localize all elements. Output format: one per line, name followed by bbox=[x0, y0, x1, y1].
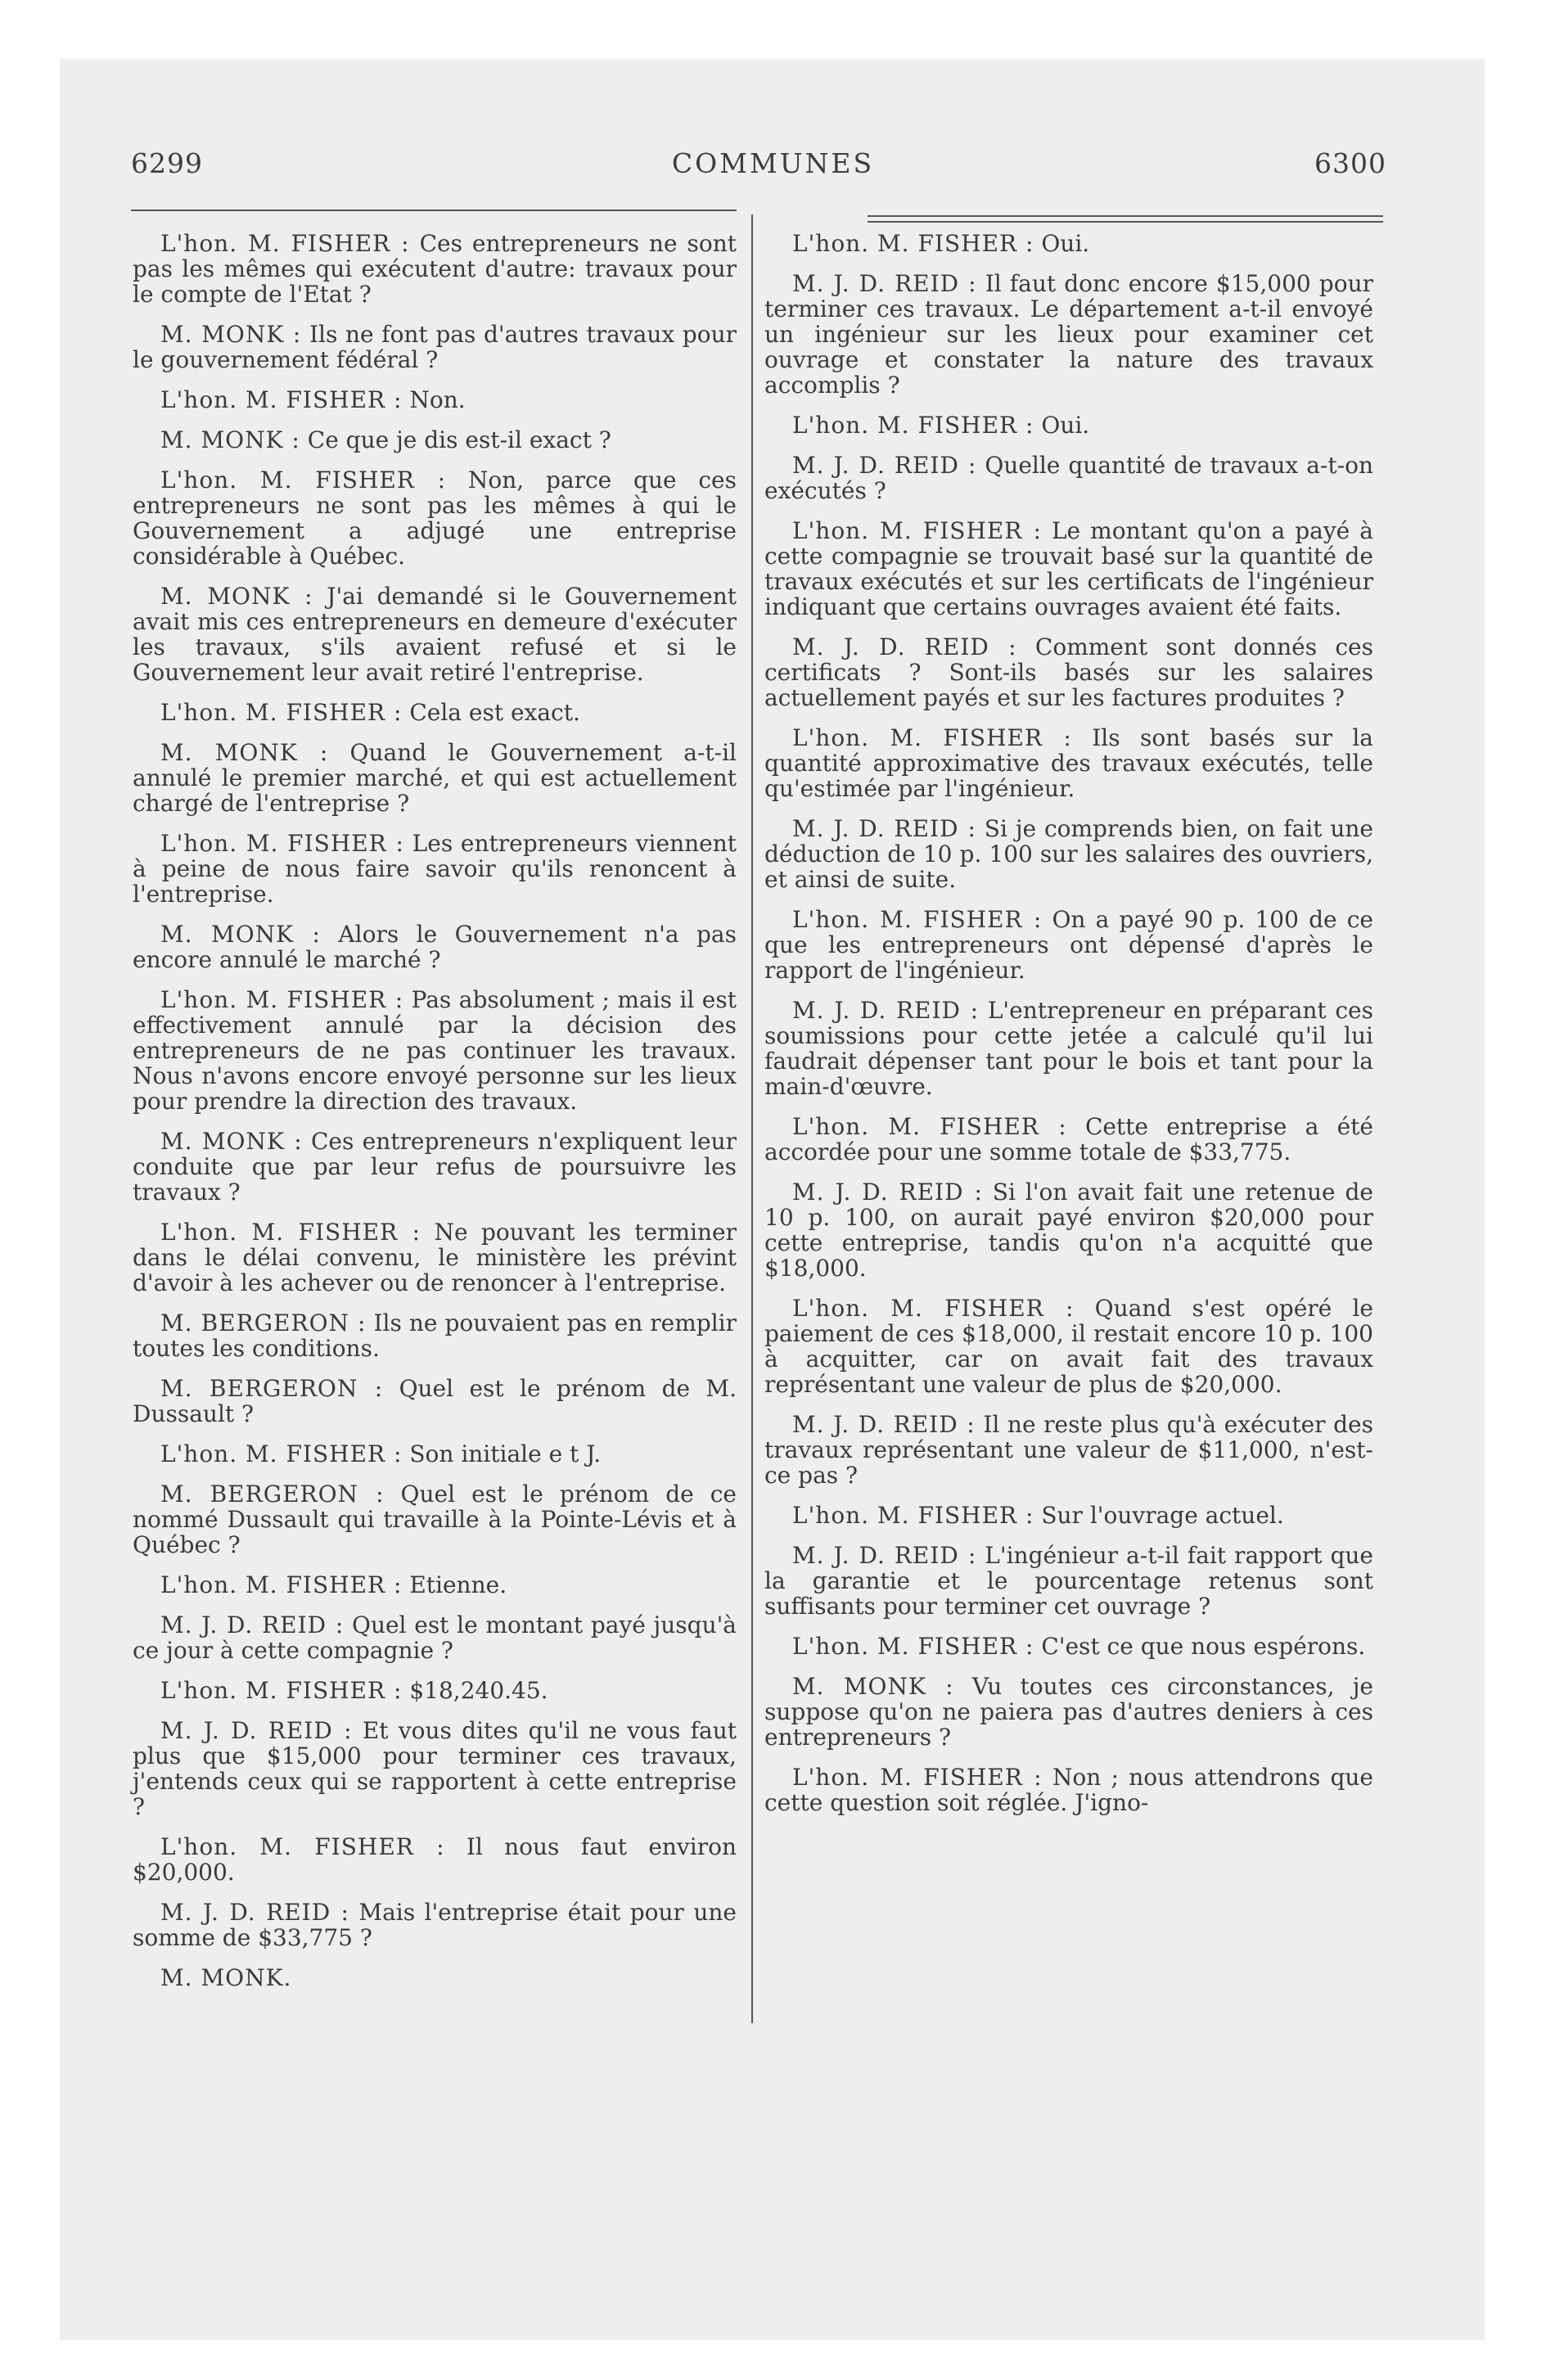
speaker-name: M. J. D. REID : bbox=[792, 270, 977, 297]
speech-text: Oui. bbox=[1041, 230, 1090, 257]
speech-text: J'ai demandé si le Gouvernement avait mis ces entrepreneurs en demeure d'exécuter les travaux, s'ils avaient refusé et si le Gouvernement leur avait retiré l'entreprise. bbox=[133, 583, 737, 686]
speech-text: Ces entrepreneurs ne sont pas les mêmes qui exécutent d'autre: travaux pour le compte de l'Etat ? bbox=[133, 230, 737, 308]
speaker-name: M. J. D. REID : bbox=[792, 1411, 976, 1438]
debate-paragraph bbox=[764, 412, 1373, 438]
speaker-name: M. MONK : bbox=[160, 921, 321, 948]
debate-paragraph bbox=[133, 1834, 737, 1885]
speech-text: Cela est exact. bbox=[409, 699, 580, 726]
speech-text: L'ingénieur a-t-il fait rapport que la garantie et le pourcentage retenus sont suffisants pour terminer cet ouvrage ? bbox=[764, 1542, 1373, 1620]
speech-text: Quel est le prénom de M. Dussault ? bbox=[133, 1375, 737, 1427]
speech-text: Quel est le montant payé jusqu'à ce jour à cette compagnie ? bbox=[133, 1611, 737, 1664]
header-rule-right bbox=[868, 215, 1383, 217]
speaker-name: M. J. D. REID : bbox=[160, 1899, 349, 1926]
speaker-name: L'hon. M. FISHER : bbox=[160, 699, 403, 726]
speaker-name: L'hon. M. FISHER : bbox=[160, 1833, 445, 1860]
debate-paragraph bbox=[133, 1441, 737, 1467]
speech-text: On a payé 90 p. 100 de ce que les entrepreneurs ont dépensé d'après le rapport de l'ingénieur. bbox=[764, 906, 1374, 984]
debate-paragraph bbox=[764, 816, 1373, 892]
debate-paragraph bbox=[133, 1612, 737, 1663]
speech-text: Mais l'entreprise était pour une somme de $33,775 ? bbox=[133, 1899, 737, 1951]
debate-paragraph bbox=[133, 1481, 737, 1557]
speaker-name: L'hon. M. FISHER : bbox=[792, 412, 1034, 439]
debate-paragraph bbox=[133, 1572, 737, 1598]
speech-text: Son initiale e t J. bbox=[409, 1440, 602, 1467]
speech-text: Etienne. bbox=[409, 1571, 507, 1598]
debate-paragraph bbox=[133, 467, 737, 569]
debate-paragraph bbox=[764, 518, 1373, 620]
debate-paragraph bbox=[133, 1965, 737, 1990]
speech-text: Si l'on avait fait une retenue de 10 p. 100, on aurait payé environ $20,000 pour cette entreprise, tandis qu'on n'a acquitté que $18,000. bbox=[764, 1179, 1373, 1282]
speaker-name: M. J. D. REID : bbox=[792, 452, 977, 479]
speaker-name: M. J. D. REID : bbox=[792, 1542, 977, 1569]
speaker-name: L'hon. M. FISHER : bbox=[792, 1633, 1034, 1660]
speech-text: C'est ce que nous espérons. bbox=[1041, 1633, 1366, 1660]
running-title: COMMUNES bbox=[671, 147, 875, 179]
debate-paragraph bbox=[133, 584, 737, 685]
speaker-name: L'hon. M. FISHER : bbox=[160, 230, 410, 257]
debate-paragraph bbox=[133, 1310, 737, 1361]
header-rule-left bbox=[131, 210, 737, 211]
speech-text: Comment sont donnés ces certificats ? Sont-ils basés sur les salaires actuellement payés et sur les factures produites ? bbox=[764, 633, 1373, 711]
speaker-name: L'hon. M. FISHER : bbox=[160, 1677, 403, 1704]
speaker-name: L'hon. M. FISHER : bbox=[792, 1502, 1034, 1529]
debate-paragraph bbox=[133, 1376, 737, 1427]
column-divider bbox=[751, 214, 753, 2023]
debate-paragraph bbox=[133, 987, 737, 1114]
speech-text: Ils ne font pas d'autres travaux pour le gouvernement fédéral ? bbox=[133, 321, 737, 373]
debate-paragraph bbox=[133, 322, 737, 372]
speech-text: Quelle quantité de travaux a-t-on exécutés ? bbox=[764, 452, 1373, 504]
speaker-name: M. J. D. REID : bbox=[792, 997, 980, 1024]
speech-text: Il ne reste plus qu'à exécuter des travaux représentant une valeur de $11,000, n'est-ce pas ? bbox=[764, 1411, 1373, 1489]
speaker-name: M. MONK : bbox=[160, 739, 329, 766]
debate-paragraph bbox=[133, 1678, 737, 1703]
debate-paragraph bbox=[764, 1179, 1373, 1281]
debate-paragraph bbox=[764, 634, 1373, 710]
debate-paragraph bbox=[133, 1129, 737, 1205]
page-number-left: 6299 bbox=[131, 147, 203, 179]
speaker-name: L'hon. M. FISHER : bbox=[792, 1764, 1043, 1791]
speaker-name: M. MONK : bbox=[160, 426, 300, 453]
debate-paragraph bbox=[133, 427, 737, 453]
speaker-name: M. BERGERON : bbox=[160, 1375, 384, 1402]
speaker-name: L'hon. M. FISHER : bbox=[160, 1571, 403, 1598]
debate-paragraph bbox=[133, 1718, 737, 1819]
speech-text: Le montant qu'on a payé à cette compagnie se trouvait basé sur la quantité de travaux exécutés et sur les certificats de l'ingénieur indiquant que certains ouvrages avaient été faits. bbox=[764, 517, 1373, 620]
speech-text: Alors le Gouvernement n'a pas encore annulé le marché ? bbox=[133, 921, 737, 973]
speaker-name: M. J. D. REID : bbox=[792, 633, 1017, 660]
speech-text: Les entrepreneurs viennent à peine de nous faire savoir qu'ils renoncent à l'entreprise. bbox=[133, 830, 737, 908]
speaker-name: L'hon. M. FISHER : bbox=[792, 517, 1042, 544]
speech-text: Il faut donc encore $15,000 pour terminer ces travaux. Le département a-t-il envoyé un ingénieur sur les lieux pour examiner cet ouvrage et constater la nature des travaux accomplis ? bbox=[764, 270, 1373, 399]
speaker-name: M. MONK : bbox=[160, 583, 313, 610]
debate-paragraph bbox=[764, 1503, 1373, 1528]
debate-paragraph bbox=[133, 231, 737, 307]
speaker-name: M. BERGERON : bbox=[160, 1481, 385, 1508]
speaker-name: L'hon. M. FISHER : bbox=[792, 906, 1043, 933]
debate-paragraph bbox=[133, 1219, 737, 1296]
speech-text: Non, parce que ces entrepreneurs ne sont pas les mêmes à qui le Gouvernement a adjugé une entreprise considérable à Québec. bbox=[133, 467, 737, 570]
speaker-name: L'hon. M. FISHER : bbox=[792, 1295, 1075, 1322]
debate-paragraph bbox=[764, 998, 1373, 1099]
debate-paragraph bbox=[764, 1114, 1373, 1165]
debate-paragraph bbox=[133, 922, 737, 972]
header-rule-right-double bbox=[868, 221, 1383, 223]
speech-text: Vu toutes ces circonstances, je suppose qu'on ne paiera pas d'autres deniers à ces entrepreneurs ? bbox=[764, 1673, 1373, 1751]
debate-paragraph bbox=[764, 725, 1373, 801]
left-column bbox=[133, 231, 737, 2005]
right-column bbox=[764, 231, 1373, 1830]
page-number-right: 6300 bbox=[1314, 147, 1386, 179]
speaker-name: M. BERGERON : bbox=[160, 1309, 367, 1336]
speaker-name: L'hon. M. FISHER : bbox=[792, 724, 1072, 751]
speech-text: L'entrepreneur en préparant ces soumissions pour cette jetée a calculé qu'il lui faudrait dépenser tant pour le bois et tant pour la main-d'œuvre. bbox=[764, 997, 1373, 1100]
speech-text: Si je comprends bien, on fait une déduction de 10 p. 100 sur les salaires des ouvriers, et ainsi de suite. bbox=[764, 815, 1373, 893]
speech-text: Cette entreprise a été accordée pour une somme totale de $33,775. bbox=[764, 1113, 1373, 1165]
speaker-name: L'hon. M. FISHER : bbox=[160, 467, 447, 494]
speaker-name: L'hon. M. FISHER : bbox=[160, 986, 404, 1013]
speaker-name: M. J. D. REID : bbox=[792, 815, 976, 842]
speech-text: Il nous faut environ $20,000. bbox=[133, 1833, 737, 1886]
debate-paragraph bbox=[764, 1765, 1373, 1815]
speaker-name: L'hon. M. FISHER : bbox=[160, 386, 403, 413]
speaker-name: M. J. D. REID : bbox=[792, 1179, 983, 1206]
speech-text: Quand s'est opéré le paiement de ces $18,000, il restait encore 10 p. 100 à acquitter, car on avait fait des travaux représentant une valeur de plus de $20,000. bbox=[764, 1295, 1373, 1398]
speech-text: Oui. bbox=[1041, 412, 1090, 439]
speaker-name: M. MONK : bbox=[792, 1673, 954, 1700]
speaker-name: M. J. D. REID : bbox=[160, 1717, 353, 1744]
debate-paragraph bbox=[133, 740, 737, 816]
debate-paragraph bbox=[133, 831, 737, 907]
speaker-name: M. J. D. REID : bbox=[160, 1611, 345, 1639]
speaker-name: L'hon. M. FISHER : bbox=[792, 1113, 1067, 1140]
speaker-name: L'hon. M. FISHER : bbox=[160, 830, 404, 857]
speech-text: Ils ne pouvaient pas en remplir toutes les conditions. bbox=[133, 1309, 737, 1362]
speaker-name: L'hon. M. FISHER : bbox=[160, 1440, 403, 1467]
speech-text: Ils sont basés sur la quantité approximative des travaux exécutés, telle qu'estimée par l'ingénieur. bbox=[764, 724, 1373, 802]
speaker-name: L'hon. M. FISHER : bbox=[160, 1219, 421, 1246]
debate-paragraph bbox=[764, 1634, 1373, 1659]
speaker-name: M. MONK : bbox=[160, 321, 302, 348]
speaker-name: M. MONK : bbox=[160, 1128, 303, 1155]
speaker-name: M. MONK. bbox=[160, 1964, 292, 1991]
speech-text: Quand le Gouvernement a-t-il annulé le premier marché, et qui est actuellement chargé de l'entreprise ? bbox=[133, 739, 737, 817]
speech-text: Quel est le prénom de ce nommé Dussault qui travaille à la Pointe-Lévis et à Québec ? bbox=[133, 1481, 737, 1558]
speech-text: Non ; nous attendrons que cette question soit réglée. J'igno- bbox=[764, 1764, 1373, 1816]
debate-paragraph bbox=[764, 231, 1373, 256]
speech-text: Pas absolument ; mais il est effectivement annulé par la décision des entrepreneurs de ne pas continuer les travaux. Nous n'avons encore envoyé personne sur les lieux pour prendre la direction des travaux. bbox=[133, 986, 737, 1115]
speech-text: Ce que je dis est-il exact ? bbox=[307, 426, 611, 453]
speech-text: Ne pouvant les terminer dans le délai convenu, le ministère les prévint d'avoir à les achever ou de renoncer à l'entreprise. bbox=[133, 1219, 737, 1296]
debate-paragraph bbox=[133, 700, 737, 725]
debate-paragraph bbox=[133, 387, 737, 412]
debate-paragraph bbox=[764, 1296, 1373, 1397]
debate-paragraph bbox=[764, 453, 1373, 503]
debate-paragraph bbox=[764, 271, 1373, 398]
debate-paragraph bbox=[764, 1412, 1373, 1488]
speech-text: Et vous dites qu'il ne vous faut plus que $15,000 pour terminer ces travaux, j'entends ceux qui se rapportent à cette entreprise ? bbox=[133, 1717, 737, 1820]
speech-text: Non. bbox=[409, 386, 466, 413]
speaker-name: L'hon. M. FISHER : bbox=[792, 230, 1034, 257]
speech-text: $18,240.45. bbox=[409, 1677, 548, 1704]
speech-text: Ces entrepreneurs n'expliquent leur conduite que par leur refus de poursuivre les travaux ? bbox=[133, 1128, 737, 1206]
speech-text: Sur l'ouvrage actuel. bbox=[1041, 1502, 1284, 1529]
debate-paragraph bbox=[764, 1674, 1373, 1750]
debate-paragraph bbox=[764, 1543, 1373, 1619]
debate-paragraph bbox=[133, 1900, 737, 1950]
debate-paragraph bbox=[764, 907, 1373, 983]
